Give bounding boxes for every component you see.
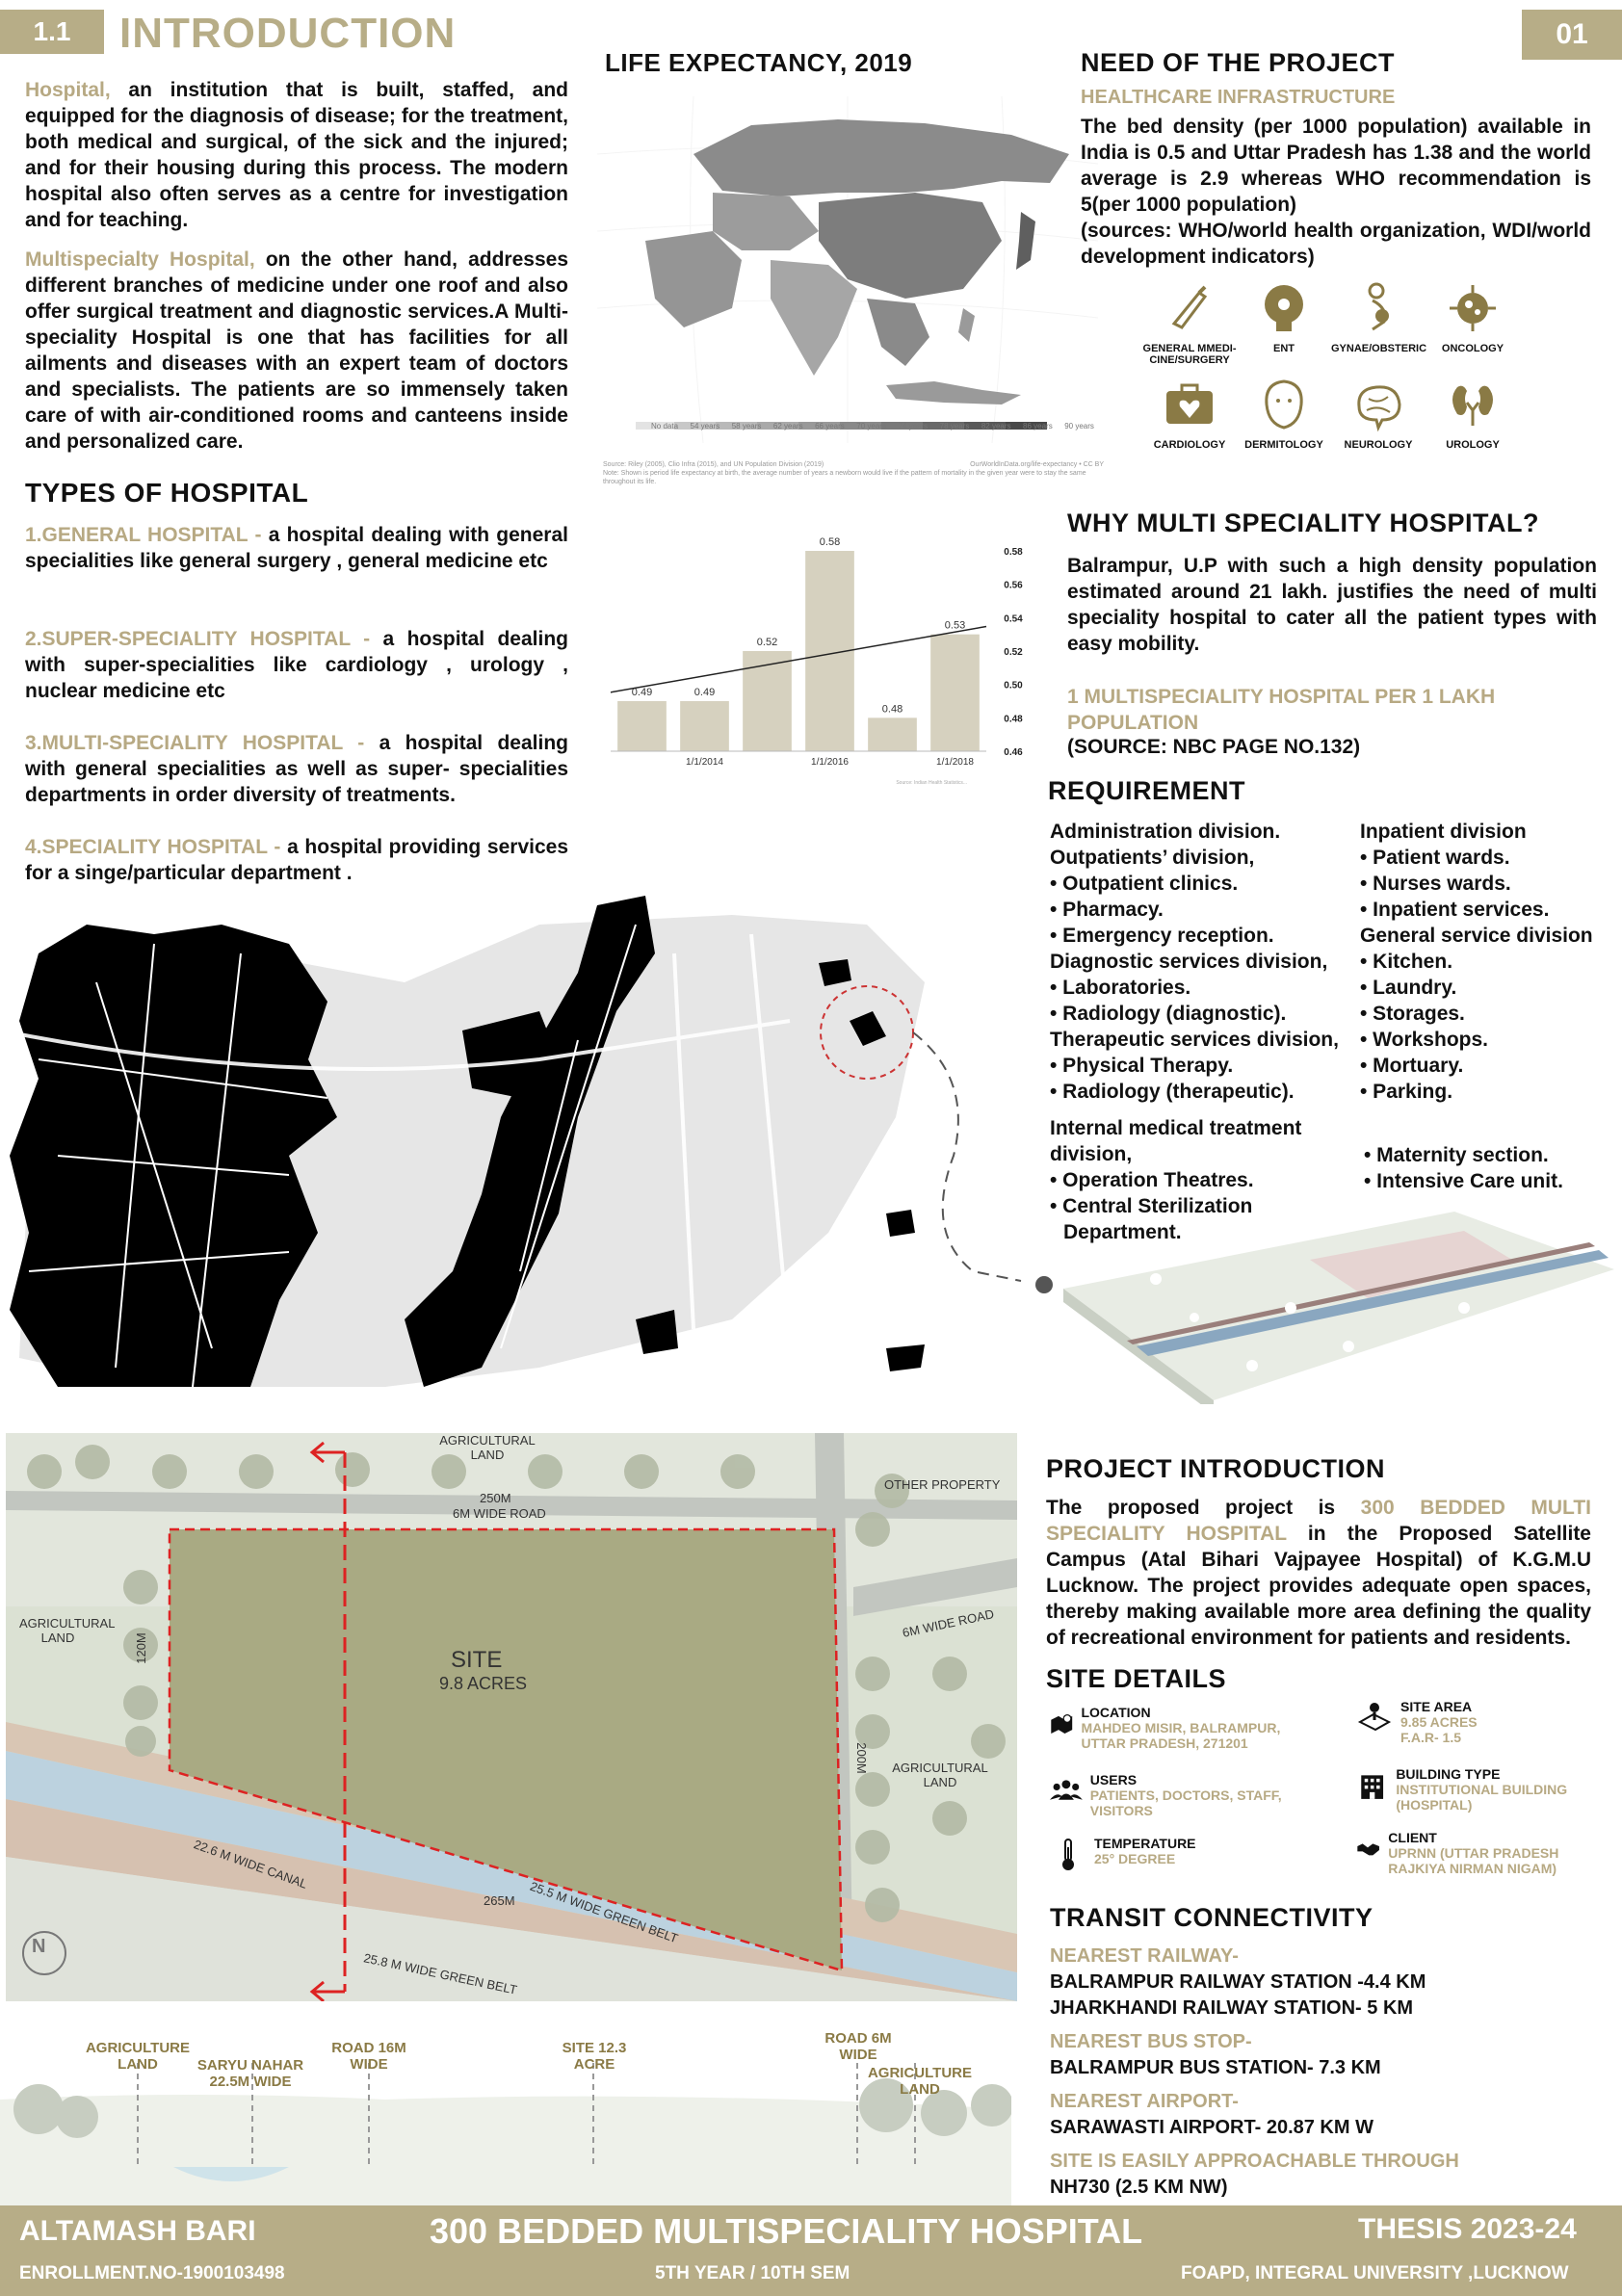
bar-value-label: 0.53 [944,619,966,632]
type-item [25,730,568,808]
label-dim-250: 250M [480,1491,511,1505]
req-line: Department. [1063,1221,1182,1243]
department-item [1426,376,1520,451]
req-line: • Radiology (diagnostic). [1050,1003,1287,1025]
y-tick-label: 0.52 [1004,647,1023,658]
department-label: ONCOLOGY [1441,343,1504,354]
bar-value-label: 0.52 [756,637,778,648]
department-label: CARDIOLOGY [1153,439,1226,451]
site-area-icon [1356,1699,1393,1735]
site-detail-item [1356,1830,1616,1876]
footer-title: 300 BEDDED MULTISPECIALITY HOSPITAL [430,2211,1143,2251]
detail-label: CLIENT [1388,1830,1437,1845]
hospital-definition: an institution that is built, staffed, and equipped for the diagnosis of disease; for the treatment, both medical and surgical, of the sick and the injured; and for their housing during this process. The modern hospital also often serves as a centre for investigation and for teaching. [25,79,568,231]
category-label: 1/1/2016 [811,757,849,768]
department-label: ENT [1273,343,1295,354]
project-intro-text [1046,1495,1591,1651]
section-label: SITE 12.3 ACRE [562,2040,627,2073]
requirement-col2 [1360,819,1620,1105]
label-agri-right: AGRICULTURAL LAND [892,1761,988,1789]
transit-label: NEAREST RAILWAY- [1050,1945,1239,1967]
section-label: ROAD 16M WIDE [331,2040,406,2073]
types-heading: TYPES OF HOSPITAL [25,478,309,508]
req-line: Therapeutic services division, [1050,1029,1339,1051]
footer-enrollment: ENROLLMENT.NO-1900103498 [19,2263,285,2283]
site-3d-view [1060,1202,1618,1404]
source-right: OurWorldInData.org/life-expectancy • CC BY [970,461,1104,468]
why-heading: WHY MULTI SPECIALITY HOSPITAL? [1067,509,1540,537]
bar-value-label: 0.49 [631,687,653,698]
req-line: • Radiology (therapeutic). [1050,1081,1295,1103]
section-label: ROAD 6M WIDE [824,2030,892,2063]
life-map-legend-labels [651,422,1094,430]
y-tick-label: 0.54 [1004,613,1023,625]
detail-label: SITE AREA [1400,1699,1473,1714]
req-line: • Nurses wards. [1360,873,1511,895]
transit-line: SARAWASTI AIRPORT- 20.87 KM W [1050,2117,1373,2138]
req-line: • Central Sterilization [1050,1195,1253,1217]
cancer-cell-icon [1444,279,1502,337]
why-norm: 1 MULTISPECIALITY HOSPITAL PER 1 LAKH POPULATION [1067,686,1496,734]
type-term: 3.MULTI-SPECIALITY HOSPITAL - [25,732,379,754]
label-dim-265: 265M [484,1893,515,1908]
requirement-col2b [1364,1142,1620,1194]
need-text [1081,114,1591,270]
hospital-term: Hospital, [25,79,111,101]
site-details-heading: SITE DETAILS [1046,1664,1227,1693]
department-label: GYNAE/OBSTERIC [1331,343,1427,354]
multispecialty-definition: on the other hand, addresses different branches of medicine under one roof and also offer surgical treatment and diagnostic services.A Multi-speciality Hospital is one that has facilities for all ailments and diseases with an expert team of doctors and specialists. The patients are so immensely taken care of with air-conditioned rooms and canteens inside and personalized care. [25,248,568,453]
legend-label: 58 years [731,422,762,430]
req-line: Inpatient division [1360,821,1527,843]
site-detail-item [1356,1766,1616,1813]
label-dim-200: 200M [853,1742,869,1774]
req-line: • Laundry. [1360,977,1457,999]
map-location-icon [1050,1705,1073,1741]
site-pointer-path [913,1032,1021,1281]
type-term: 4.SPECIALITY HOSPITAL - [25,836,288,858]
need-sources: (sources: WHO/world health organization, WDI/world development indicators) [1081,220,1591,268]
transit-label: NEAREST BUS STOP- [1050,2031,1252,2052]
label-green-belt-2: 25.8 M WIDE GREEN BELT [362,1950,519,1997]
req-line: • Storages. [1360,1003,1465,1025]
requirement-heading: REQUIREMENT [1048,776,1246,805]
y-tick-label: 0.58 [1004,547,1023,558]
why-norm-source: (SOURCE: NBC PAGE NO.132) [1067,736,1361,758]
department-item [1237,376,1331,451]
legend-label: 70 years [856,422,886,430]
pregnant-woman-icon [1349,279,1407,337]
req-line: • Mortuary. [1360,1055,1464,1077]
label-other-property: OTHER PROPERTY [884,1477,1001,1492]
req-line: Internal medical treatment division, [1050,1117,1302,1165]
category-label: 1/1/2014 [686,757,723,768]
city-figure-ground-map [0,867,1079,1387]
bar-value-label: 0.58 [819,536,841,548]
transit-line: BALRAMPUR RAILWAY STATION -4.4 KM [1050,1971,1426,1993]
requirement-col1 [1050,819,1358,1105]
req-line: • Physical Therapy. [1050,1055,1234,1077]
intro-pre: The proposed project is [1046,1497,1361,1519]
page-title: INTRODUCTION [119,10,457,57]
label-green-belt-1: 25.5 M WIDE GREEN BELT [528,1878,680,1946]
department-item [1426,279,1520,366]
source-note: Note: Shown is period life expectancy at birth, the average number of years a newborn would live if the pattern of mortality in the given year were to stay the same throughout its life. [603,470,1086,485]
detail-label: TEMPERATURE [1094,1836,1196,1851]
department-item [1142,279,1237,366]
department-label: DERMITOLOGY [1244,439,1323,451]
req-line: Administration division. [1050,821,1281,843]
small-block [886,1344,925,1371]
req-line: • Laboratories. [1050,977,1191,999]
users-icon [1050,1772,1083,1809]
need-subheading: HEALTHCARE INFRASTRUCTURE [1081,87,1396,108]
intro-multi-paragraph [25,247,568,455]
life-map-source [603,460,1104,486]
label-agri-top: AGRICULTURAL LAND [439,1433,536,1462]
section-label: AGRICULTURE LAND [867,2065,973,2098]
chart-bar [680,701,729,751]
req-line: • Patient wards. [1360,847,1510,869]
transit-heading: TRANSIT CONNECTIVITY [1050,1903,1373,1932]
transit-label: SITE IS EASILY APPROACHABLE THROUGH [1050,2151,1459,2172]
why-text: Balrampur, U.P with such a high density population estimated around 21 lakh. justifies the need of multi speciality hospital to cater all the patient types with easy mobility. [1067,555,1597,655]
legend-label: 62 years [772,422,803,430]
detail-value: MAHDEO MISIR, BALRAMPUR, UTTAR PRADESH, 271201 [1081,1720,1281,1751]
trend-line [611,626,986,691]
site-label: SITE [451,1647,503,1673]
department-item [1142,376,1237,451]
building-icon [1356,1766,1388,1803]
req-line: Outpatients’ division, [1050,847,1255,869]
department-label: GENERAL MMEDI-CINE/SURGERY [1142,343,1237,366]
detail-value: PATIENTS, DOCTORS, STAFF, VISITORS [1089,1787,1282,1818]
project-intro-heading: PROJECT INTRODUCTION [1046,1454,1386,1483]
scalpel-icon [1161,279,1218,337]
ent-head-icon [1255,279,1313,337]
type-text: a hospital dealing with super-specialities like cardiology , urology , nuclear medicine etc [25,628,568,702]
type-text: a hospital dealing with general specialities like general surgery , general medicine etc [25,524,568,572]
req-line: • Emergency reception. [1050,925,1274,947]
chart-source-note: Source: Indian Health Statistics... [896,780,967,786]
req-line: • Pharmacy. [1050,899,1164,921]
category-label: 1/1/2018 [936,757,974,768]
bar-value-label: 0.49 [693,687,716,698]
type-text: a hospital dealing with general specialities as well as super- specialities departments in order diversity of treatments. [25,732,568,806]
req-line: • Parking. [1360,1081,1453,1103]
north-label: N [32,1936,46,1957]
site-detail-item [1050,1705,1320,1751]
medical-kit-heart-icon [1161,376,1218,433]
transit-line: BALRAMPUR BUS STATION- 7.3 KM [1050,2057,1381,2078]
small-block [886,1210,915,1237]
req-line: • Workshops. [1360,1029,1488,1051]
thermometer-icon [1050,1836,1086,1872]
page-number-badge: 01 [1522,10,1622,60]
bar-value-label: 0.48 [881,703,903,716]
label-road-right: 6M WIDE ROAD [901,1606,996,1640]
legend-label: 78 years [939,422,970,430]
req-line: • Operation Theatres. [1050,1169,1254,1191]
detail-label: BUILDING TYPE [1396,1766,1501,1782]
legend-label: No data [651,422,679,430]
footer-thesis: THESIS 2023-24 [1358,2213,1577,2245]
asia-life-expectancy-map [597,96,1098,443]
handshake-icon [1356,1830,1380,1866]
source-left: Source: Riley (2005), Clio Infra (2015), and UN Population Division (2019) [603,461,824,468]
need-heading: NEED OF THE PROJECT [1081,48,1396,77]
department-label: NEUROLOGY [1344,439,1413,451]
site-detail-item [1356,1699,1616,1745]
department-icons-grid [1142,279,1518,451]
transit-label: NEAREST AIRPORT- [1050,2091,1239,2112]
transit-line: JHARKHANDI RAILWAY STATION- 5 KM [1050,1997,1414,2019]
legend-label: 90 years [1064,422,1094,430]
chart-bar [743,651,792,751]
section-number-badge: 1.1 [0,10,104,54]
legend-label: 82 years [981,422,1011,430]
site-detail-item [1050,1772,1320,1818]
detail-value: 9.85 ACRES F.A.R- 1.5 [1400,1714,1478,1745]
label-agri-left: AGRICULTURAL LAND [19,1616,116,1645]
chart-bar [617,701,667,751]
req-line: • Inpatient services. [1360,899,1550,921]
req-line: • Outpatient clinics. [1050,873,1239,895]
req-line: • Maternity section. [1364,1144,1549,1166]
transit-list [1050,1944,1589,2201]
life-map-title: LIFE EXPECTANCY, 2019 [605,48,913,77]
label-canal: 22.6 M WIDE CANAL [192,1837,310,1892]
y-tick-label: 0.56 [1004,580,1023,591]
req-line: • Kitchen. [1360,951,1453,973]
type-term: 1.GENERAL HOSPITAL - [25,524,269,546]
detail-label: LOCATION [1081,1705,1151,1720]
section-label: SARYU NAHAR 22.5M WIDE [196,2057,304,2090]
legend-label: 54 years [690,422,720,430]
detail-value: INSTITUTIONAL BUILDING (HOSPITAL) [1396,1782,1568,1813]
legend-label: 86 years [1023,422,1053,430]
site-plan-labels [6,1433,1017,2001]
detail-value: 25° DEGREE [1094,1851,1176,1866]
face-skin-icon [1255,376,1313,433]
need-paragraph: The bed density (per 1000 population) available in India is 0.5 and Uttar Pradesh has 1.38 and the world average is 2.9 whereas WHO recommendation is 5(per 1000 population) [1081,116,1591,216]
footer-author: ALTAMASH BARI [19,2215,256,2247]
detail-label: USERS [1089,1772,1138,1787]
footer-year: 5TH YEAR / 10TH SEM [655,2263,850,2283]
multispecialty-term: Multispecialty Hospital, [25,248,255,271]
department-item [1331,376,1426,451]
department-item [1331,279,1426,366]
req-line: General service division [1360,925,1593,947]
y-tick-label: 0.50 [1004,680,1023,691]
department-label: UROLOGY [1446,439,1500,451]
footer-institute: FOAPD, INTEGRAL UNIVERSITY ,LUCKNOW [1181,2263,1569,2283]
brain-icon [1349,376,1407,433]
kidney-icon [1444,376,1502,433]
type-term: 2.SUPER-SPECIALITY HOSPITAL - [25,628,383,650]
chart-bar [868,718,917,751]
type-item [25,522,568,574]
detail-value: UPRNN (UTTAR PRADESH RAJKIYA NIRMAN NIGAM) [1388,1845,1559,1876]
legend-label: 66 years [815,422,845,430]
site-detail-item [1050,1836,1320,1872]
intro-highlight: 300 BEDDED MULTI SPECIALITY HOSPITAL [1046,1497,1591,1545]
section-label: AGRICULTURE LAND [85,2040,191,2073]
legend-label: 74 years [898,422,929,430]
bed-density-bar-chart [601,532,1044,792]
type-item [25,626,568,704]
site-area-label: 9.8 ACRES [439,1674,528,1693]
label-road-top: 6M WIDE ROAD [453,1506,546,1521]
intro-post: in the Proposed Satellite Campus (Atal Bihari Vajpayee Hospital) of K.G.M.U Lucknow. The project provides adequate open spaces, thereby making available more area defining the quality of recreational environment for patients and residents. [1046,1523,1591,1649]
y-tick-label: 0.46 [1004,747,1023,758]
req-line: Diagnostic services division, [1050,951,1328,973]
type-text: a hospital providing services for a singe/particular department . [25,836,568,884]
y-tick-label: 0.48 [1004,714,1023,725]
req-line: • Intensive Care unit. [1364,1170,1563,1192]
label-dim-120: 120M [133,1632,148,1664]
chart-bar [930,635,980,751]
intro-hospital-paragraph [25,77,568,233]
transit-line: NH730 (2.5 KM NW) [1050,2177,1228,2198]
department-item [1237,279,1331,366]
